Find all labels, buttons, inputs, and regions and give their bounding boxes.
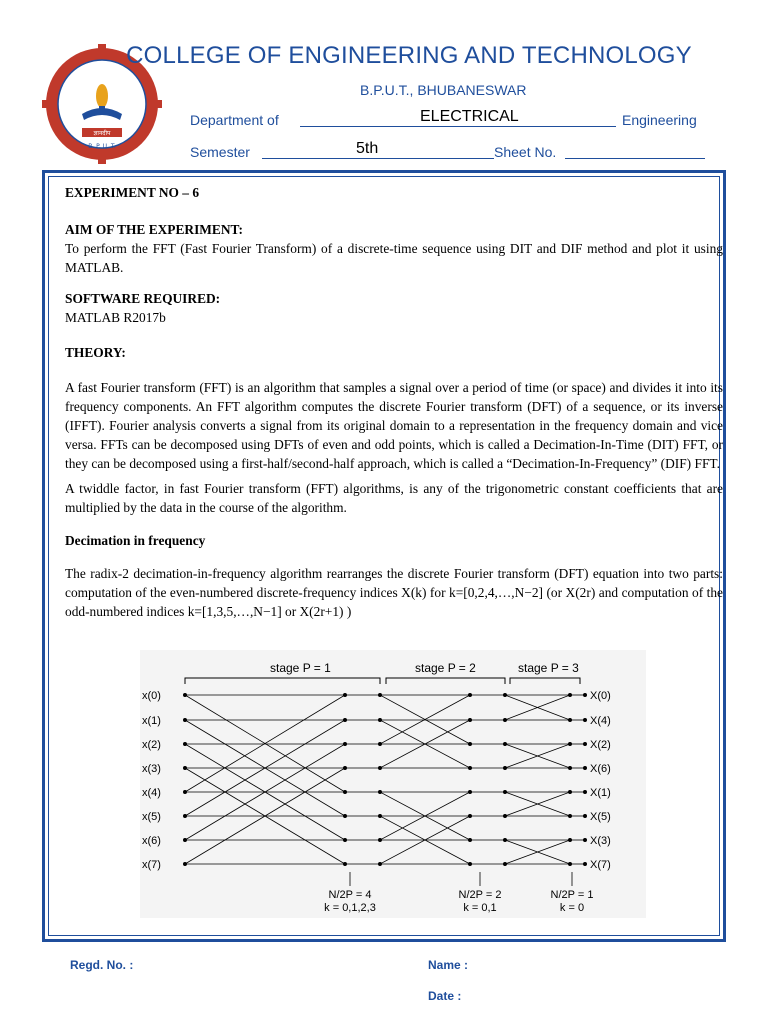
butterfly-node [183, 814, 186, 817]
butterfly-node [583, 790, 586, 793]
input-label: x(7) [142, 859, 161, 871]
butterfly-node [183, 693, 186, 696]
sheet-line [565, 158, 705, 159]
butterfly-node [378, 838, 381, 841]
butterfly-node [583, 766, 586, 769]
output-label: X(3) [590, 835, 611, 847]
department-suffix: Engineering [622, 112, 697, 128]
butterfly-node [343, 742, 346, 745]
note-stage2-k: k = 0,1 [463, 902, 497, 914]
input-label: x(2) [142, 739, 161, 751]
butterfly-node [378, 862, 381, 865]
input-label: x(4) [142, 787, 161, 799]
butterfly-node [568, 838, 571, 841]
output-label: X(7) [590, 859, 611, 871]
department-line [300, 126, 616, 127]
college-title: COLLEGE OF ENGINEERING AND TECHNOLOGY [126, 42, 692, 69]
butterfly-node [183, 766, 186, 769]
aim-text: To perform the FFT (Fast Fourier Transform) of a discrete-time sequence using DIT and DIF method and plot it using MATLAB. [65, 241, 723, 275]
input-label: x(0) [142, 690, 161, 702]
butterfly-node [468, 838, 471, 841]
input-label: x(1) [142, 715, 161, 727]
butterfly-node [378, 742, 381, 745]
date-label: Date : [428, 989, 462, 1003]
input-label: x(6) [142, 835, 161, 847]
semester-label: Semester [190, 144, 250, 160]
butterfly-node [183, 718, 186, 721]
software-text: MATLAB R2017b [65, 310, 166, 325]
dif-heading: Decimation in frequency [65, 533, 206, 548]
department-label: Department of [190, 112, 279, 128]
output-label: X(1) [590, 787, 611, 799]
butterfly-node [468, 790, 471, 793]
butterfly-node [183, 790, 186, 793]
butterfly-node [583, 742, 586, 745]
butterfly-node [568, 790, 571, 793]
butterfly-node [378, 693, 381, 696]
butterfly-node [343, 838, 346, 841]
butterfly-node [583, 862, 586, 865]
butterfly-node [468, 766, 471, 769]
semester-value-text: 5th [356, 140, 379, 157]
software-heading: SOFTWARE REQUIRED: [65, 291, 221, 306]
butterfly-node [583, 838, 586, 841]
output-label: X(0) [590, 690, 611, 702]
butterfly-node [468, 742, 471, 745]
butterfly-node [568, 766, 571, 769]
name-label: Name : [428, 958, 469, 972]
butterfly-node [568, 862, 571, 865]
experiment-number: EXPERIMENT NO – 6 [65, 185, 200, 200]
butterfly-node [568, 718, 571, 721]
logo-motto: ज्ञानदीप [93, 130, 111, 137]
university-name: B.P.U.T., BHUBANESWAR [360, 82, 527, 98]
experiment-content [65, 183, 723, 621]
butterfly-node [468, 718, 471, 721]
butterfly-node [503, 790, 506, 793]
output-label: X(4) [590, 715, 611, 727]
stage-1-label: stage P = 1 [270, 661, 331, 675]
note-stage3-k: k = 0 [559, 902, 585, 914]
butterfly-node [343, 814, 346, 817]
butterfly-node [503, 862, 506, 865]
butterfly-node [468, 693, 471, 696]
logo-bput: B. P. U. T. [88, 143, 116, 150]
note-stage3-n: N/2P = 1 [550, 889, 594, 901]
theory-paragraph-2: A twiddle factor, in fast Fourier transform (FFT) algorithms, is any of the trigonometric constant coefficients that are multiplied by the data in the course of the algorithm. [65, 481, 723, 515]
butterfly-node [183, 862, 186, 865]
butterfly-node [378, 766, 381, 769]
semester-line [262, 158, 494, 159]
butterfly-node [583, 814, 586, 817]
aim-heading: AIM OF THE EXPERIMENT: [65, 222, 243, 237]
butterfly-node [343, 766, 346, 769]
stage-3-label: stage P = 3 [518, 661, 579, 675]
butterfly-node [568, 742, 571, 745]
butterfly-node [183, 742, 186, 745]
butterfly-node [503, 742, 506, 745]
input-label: x(5) [142, 811, 161, 823]
butterfly-node [343, 790, 346, 793]
note-stage2-n: N/2P = 2 [458, 889, 502, 901]
dif-text: The radix-2 decimation-in-frequency algorithm rearranges the discrete Fourier transform (DFT) equation into two parts: computation of the even-numbered discrete-frequency indices X(k) for k=[0,2,4,…,N−2] (or X(2r) and computation of the odd-numbered indices k=[1,3,5,…,N−1] or X(2r+1) ) [65, 566, 723, 619]
output-label: X(2) [590, 739, 611, 751]
butterfly-node [503, 693, 506, 696]
dif-butterfly-diagram [140, 650, 646, 918]
butterfly-node [468, 814, 471, 817]
butterfly-node [503, 718, 506, 721]
output-label: X(5) [590, 811, 611, 823]
butterfly-node [503, 838, 506, 841]
butterfly-node [378, 814, 381, 817]
butterfly-node [343, 693, 346, 696]
butterfly-node [343, 718, 346, 721]
note-stage1-n: N/2P = 4 [328, 889, 372, 901]
stage-2-label: stage P = 2 [415, 661, 476, 675]
department-value: ELECTRICAL [420, 108, 519, 125]
butterfly-node [183, 838, 186, 841]
butterfly-node [468, 862, 471, 865]
butterfly-node [503, 766, 506, 769]
butterfly-node [568, 814, 571, 817]
butterfly-node [583, 718, 586, 721]
note-stage1-k: k = 0,1,2,3 [324, 902, 376, 914]
theory-heading: THEORY: [65, 345, 126, 360]
butterfly-node [378, 790, 381, 793]
butterfly-node [343, 862, 346, 865]
regd-no-label: Regd. No. : [70, 958, 134, 972]
output-label: X(6) [590, 763, 611, 775]
butterfly-node [568, 693, 571, 696]
sheet-label: Sheet No. [494, 144, 557, 160]
semester-value [356, 140, 378, 158]
butterfly-node [503, 814, 506, 817]
butterfly-node [583, 693, 586, 696]
butterfly-node [378, 718, 381, 721]
input-label: x(3) [142, 763, 161, 775]
theory-paragraph-1: A fast Fourier transform (FFT) is an algorithm that samples a signal over a period of time (or space) and divides it into its frequency components. An FFT algorithm computes the discrete Fourier transform (DFT) of a sequence, or its inverse (IFFT). Fourier analysis converts a signal from its original domain to a representation in the frequency domain and vice versa. FFTs can be decomposed using DFTs of even and odd points, which is called a Decimation-In-Time (DIT) FFT, or they can be decomposed using a first-half/second-half approach, which is called a “Decimation-In-Frequency” (DIF) FFT. [65, 380, 723, 471]
